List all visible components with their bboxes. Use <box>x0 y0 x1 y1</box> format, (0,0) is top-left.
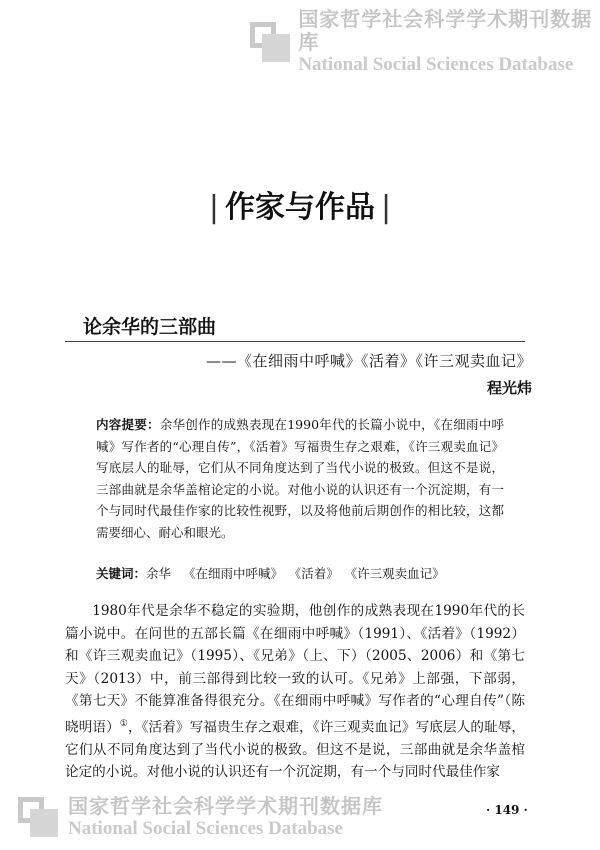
watermark-en: National Social Sciences Database <box>68 818 343 839</box>
title-rule <box>65 341 525 342</box>
abstract-label: 内容提要： <box>96 417 160 432</box>
body-text-part1: 1980年代是余华不稳定的实验期，他创作的成熟表现在1990年代的长篇小说中。在问世的五部长篇《在细雨中呼喊》（1991）、《活着》（1992）和《许三观卖血记》（1995）、《兄弟》（上、下）（2005、2006）和《第七天》（2013）中，前三部得到比较一致的认可。《兄弟》上部强，下部弱，《第七天》不能算准备得很充分。《在细雨中呼喊》写作者的“心理自传”（陈晓明语） <box>65 603 525 736</box>
keyword-item: 余华 <box>146 566 172 581</box>
section-title-text: 作家与作品 <box>225 190 375 225</box>
page-number: · 149 · <box>486 803 528 817</box>
keyword-item: 《许三观卖血记》 <box>350 566 445 581</box>
section-title: | 作家与作品 | <box>208 190 392 225</box>
body-paragraph <box>65 600 525 784</box>
keywords-label: 关键词： <box>96 566 147 581</box>
watermark-top <box>250 8 600 76</box>
watermark-bottom <box>18 795 383 840</box>
keyword-item: 《活着》 <box>295 566 339 581</box>
watermark-cn: 国家哲学社会科学学术期刊数据库 <box>68 794 383 818</box>
abstract <box>96 414 504 543</box>
keywords <box>96 564 516 582</box>
article-subtitle: ——《在细雨中呼喊》《活着》《许三观卖血记》 <box>205 352 532 370</box>
watermark-en: National Social Sciences Database <box>298 54 574 75</box>
database-logo-icon <box>250 22 288 62</box>
author-name: 程光炜 <box>486 379 532 397</box>
database-logo-icon <box>18 797 58 837</box>
footnote-marker[interactable]: ① <box>119 718 128 729</box>
article-title: 论余华的三部曲 <box>83 316 217 338</box>
watermark-cn: 国家哲学社会科学学术期刊数据库 <box>298 7 593 54</box>
keyword-item: 《在细雨中呼喊》 <box>183 566 284 581</box>
body-text-part2: ，《活着》写福贵生存之艰难，《许三观卖血记》写底层人的耻辱，它们从不同角度达到了当代小说的极致。但这不是说，三部曲就是余华盖棺论定的小说。对他小说的认识还有一个沉淀期，有一个与同时代最佳作家 <box>65 719 526 781</box>
abstract-text: 余华创作的成熟表现在1990年代的长篇小说中，《在细雨中呼喊》写作者的“心理自传”，《活着》写福贵生存之艰难，《许三观卖血记》写底层人的耻辱，它们从不同角度达到了当代小说的极致。但这不是说，三部曲就是余华盖棺论定的小说。对他小说的认识还有一个沉淀期，有一个与同时代最佳作家的比较性视野，以及将他前后期创作的相比较，这都需要细心、耐心和眼光。 <box>96 417 504 540</box>
